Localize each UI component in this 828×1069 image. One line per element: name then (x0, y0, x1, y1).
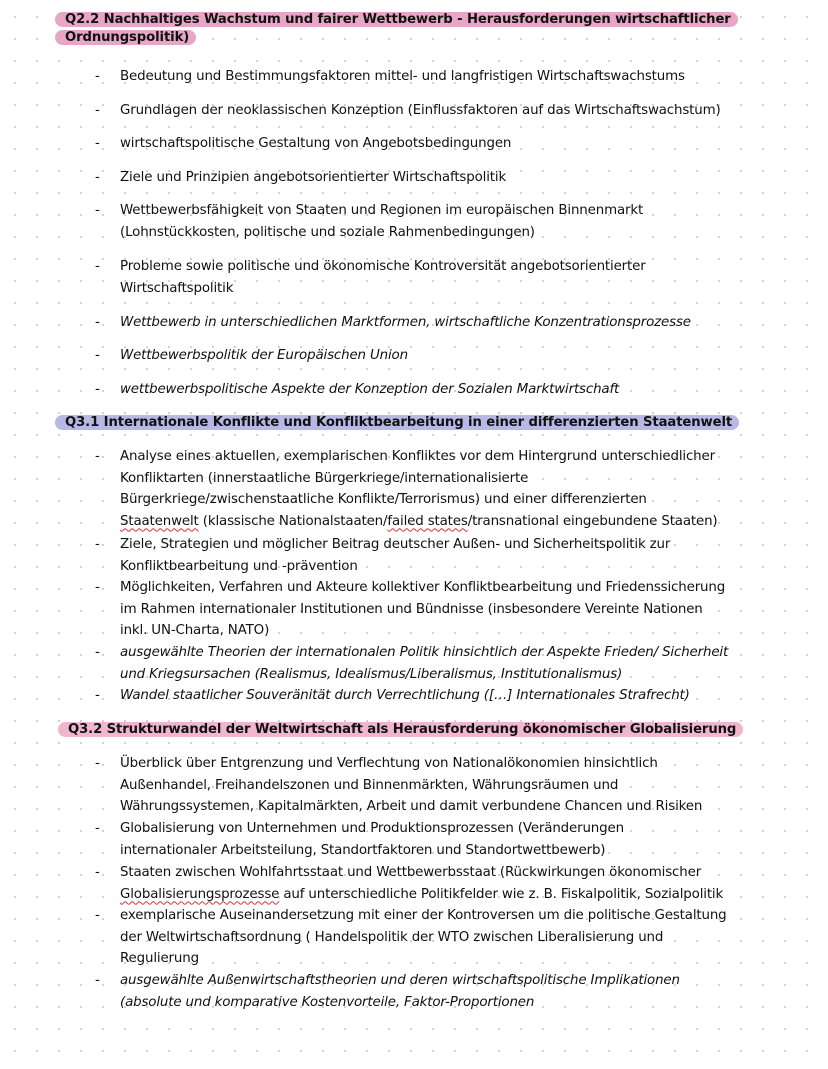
bullet: - (95, 908, 100, 923)
heading-q22-line2: Ordnungspolitik) (55, 30, 196, 45)
list-item: - Wettbewerb in unterschiedlichen Marktformen, wirtschaftliche Konzentrationsprozesse (120, 312, 820, 334)
list-item: - exemplarische Auseinandersetzung mit einer der Kontroversen um die politische Gestaltung der Weltwirtschaftsordnung ( Handelspolitik der WTO zwischen Liberalisierung und Regulierung (120, 905, 820, 970)
section-heading-q22 (55, 11, 738, 47)
bullet: - (95, 580, 100, 595)
list-item: - Wandel staatlicher Souveränität durch Verrechtlichung ([…] Internationales Strafrecht) (120, 685, 820, 707)
section-heading-q32 (58, 721, 743, 739)
bullet: - (95, 315, 100, 330)
list-item: - ausgewählte Außenwirtschaftstheorien und deren wirtschaftspolitische Implikationen (absolute und komparative Kostenvorteile, Faktor-Proportionen (120, 970, 820, 1013)
list-item: - Grundlagen der neoklassischen Konzeption (Einflussfaktoren auf das Wirtschaftswachstum) (120, 100, 820, 122)
list-item: - Ziele und Prinzipien angebotsorientierter Wirtschaftspolitik (120, 167, 820, 189)
bullet: - (95, 449, 100, 464)
bullet: - (95, 203, 100, 218)
list-item: - Wettbewerbspolitik der Europäischen Union (120, 345, 820, 367)
list-item: - Analyse eines aktuellen, exemplarischen Konfliktes vor dem Hintergrund unterschiedlicher Konfliktarten (innerstaatliche Bürgerkriege/internationalisierte Bürgerkriege/zwischenstaatliche Konflikte/Terrorismus) und einer differenzierten Staatenwelt (klassische Nationalstaaten/failed states/transnational eingebundene Staaten) (120, 446, 820, 532)
heading-q31: Q3.1 Internationale Konflikte und Konfliktbearbeitung in einer differenzierten Staatenwelt (55, 415, 739, 430)
heading-q32: Q3.2 Strukturwandel der Weltwirtschaft als Herausforderung ökonomischer Globalisierung (58, 722, 743, 737)
bullet: - (95, 136, 100, 151)
bullet: - (95, 756, 100, 771)
bullet: - (95, 259, 100, 274)
bullet: - (95, 69, 100, 84)
list-item: - Möglichkeiten, Verfahren und Akteure kollektiver Konfliktbearbeitung und Friedenssicherung im Rahmen internationaler Institutionen und Bündnisse (insbesondere Vereinte Nationen inkl. UN-Charta, NATO) (120, 577, 820, 642)
list-item: - wettbewerbspolitische Aspekte der Konzeption der Sozialen Marktwirtschaft (120, 379, 820, 401)
list-item: - Globalisierung von Unternehmen und Produktionsprozessen (Veränderungen internationaler Arbeitsteilung, Standortfaktoren und Standortwettbewerb) (120, 818, 820, 861)
list-item: - ausgewählte Theorien der internationalen Politik hinsichtlich der Aspekte Frieden/ Sicherheit und Kriegsursachen (Realismus, Idealismus/Liberalismus, Institutionalismus) (120, 642, 820, 685)
bullet: - (95, 821, 100, 836)
bullet: - (95, 103, 100, 118)
bullet: - (95, 537, 100, 552)
bullet: - (95, 645, 100, 660)
list-item: - Bedeutung und Bestimmungsfaktoren mittel- und langfristigen Wirtschaftswachstums (120, 66, 820, 88)
list-item: - Überblick über Entgrenzung und Verflechtung von Nationalökonomien hinsichtlich Außenhandel, Freihandelszonen und Binnenmärkten, Währungsräumen und Währungssystemen, Kapitalmärkten, Arbeit und damit verbundene Chancen und Risiken (120, 753, 820, 818)
section-heading-q31 (55, 414, 739, 432)
bullet: - (95, 382, 100, 397)
bullet: - (95, 865, 100, 880)
bullet: - (95, 348, 100, 363)
heading-q22-line1: Q2.2 Nachhaltiges Wachstum und fairer Wettbewerb - Herausforderungen wirtschaftlicher (55, 12, 738, 27)
list-item: - Wettbewerbsfähigkeit von Staaten und Regionen im europäischen Binnenmarkt (Lohnstückkosten, politische und soziale Rahmenbedingungen) (120, 200, 820, 243)
bullet: - (95, 973, 100, 988)
bullet: - (95, 688, 100, 703)
list-item: - wirtschaftspolitische Gestaltung von Angebotsbedingungen (120, 133, 820, 155)
list-item: - Ziele, Strategien und möglicher Beitrag deutscher Außen- und Sicherheitspolitik zur Konfliktbearbeitung und -prävention (120, 534, 820, 577)
bullet: - (95, 170, 100, 185)
list-item: - Staaten zwischen Wohlfahrtsstaat und Wettbewerbsstaat (Rückwirkungen ökonomischer Globalisierungsprozesse auf unterschiedliche Politikfelder wie z. B. Fiskalpolitik, Sozialpolitik (120, 862, 820, 905)
list-item: - Probleme sowie politische und ökonomische Kontroversität angebotsorientierter Wirtschaftspolitik (120, 256, 820, 299)
